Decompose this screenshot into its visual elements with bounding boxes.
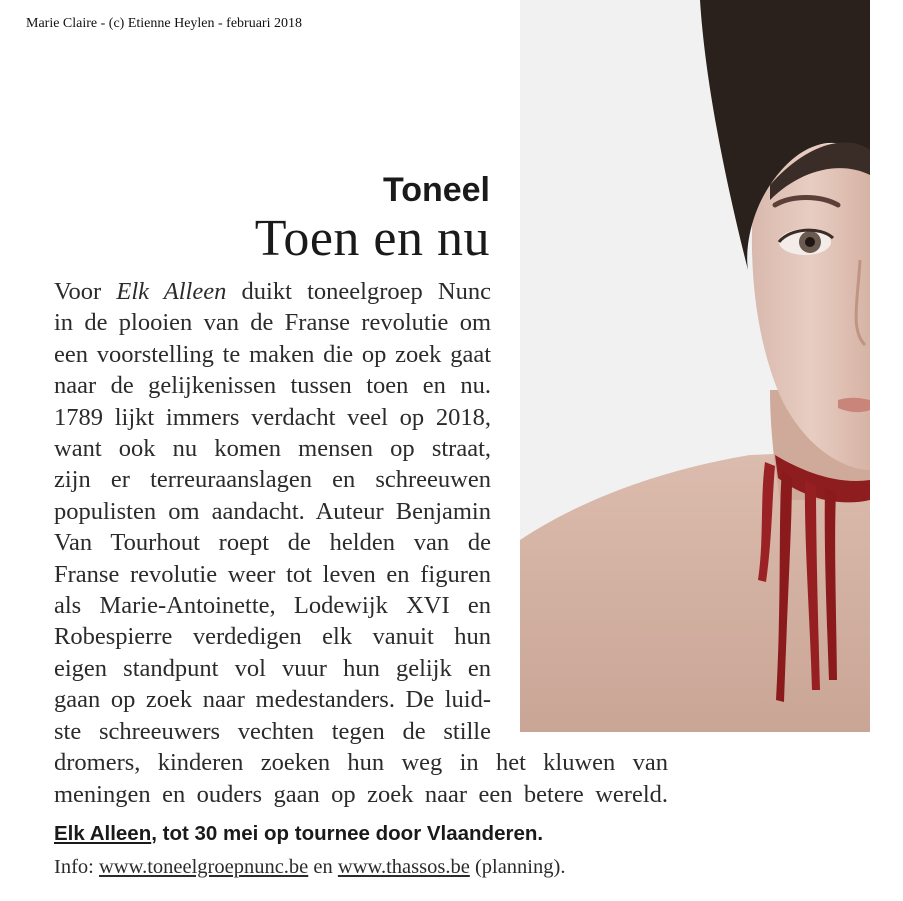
photo-credit: Marie Claire - (c) Etienne Heylen - februari 2018 [26, 16, 302, 31]
body-line: 1789 lijkt immers verdacht veel op 2018, [54, 403, 491, 431]
tour-info: Elk Alleen, tot 30 mei op tournee door Vlaanderen. [54, 822, 544, 845]
body-line: ste schreeuwers vechten tegen de stille [54, 717, 491, 745]
body-line: Voor Elk Alleen duikt toneelgroep Nunc [54, 278, 491, 305]
body-line: eigen standpunt vol vuur hun gelijk en [54, 654, 491, 682]
section-label: Toneel [382, 171, 490, 209]
body-line: dromers, kinderen zoeken hun weg in het kluwen van [54, 749, 668, 777]
body-line: want ook nu komen mensen op straat, [54, 435, 491, 463]
article-title: Toen en nu [254, 210, 490, 267]
link-thassos[interactable]: www.thassos.be [337, 856, 470, 878]
info-line: Info: www.toneelgroepnunc.be en www.thassos.be (planning). [54, 856, 566, 878]
body-line: gaan op zoek naar medestanders. De luid- [54, 686, 491, 714]
body-line: meningen en ouders gaan op zoek naar een betere wereld. [54, 780, 668, 808]
body-line: een voorstelling te maken die op zoek gaat [54, 340, 491, 368]
body-line: zijn er terreuraanslagen en schreeuwen [54, 466, 491, 494]
body-line: Van Tourhout roept de helden van de [54, 529, 491, 557]
body-line: als Marie-Antoinette, Lodewijk XVI en [54, 592, 491, 620]
show-name: Elk Alleen [54, 822, 152, 845]
body-line: naar de gelijkenissen tussen toen en nu. [54, 372, 491, 400]
show-title-italic: Elk Alleen [116, 278, 227, 305]
body-line: Franse revolutie weer tot leven en figuren [54, 560, 491, 588]
body-line: Robespierre verdedigen elk vanuit hun [54, 623, 491, 651]
body-line: in de plooien van de Franse revolutie om [54, 309, 491, 337]
headline-block [255, 170, 490, 268]
article-body [54, 276, 668, 810]
body-line: populisten om aandacht. Auteur Benjamin [54, 497, 491, 525]
link-toneelgroepnunc[interactable]: www.toneelgroepnunc.be [98, 856, 309, 878]
